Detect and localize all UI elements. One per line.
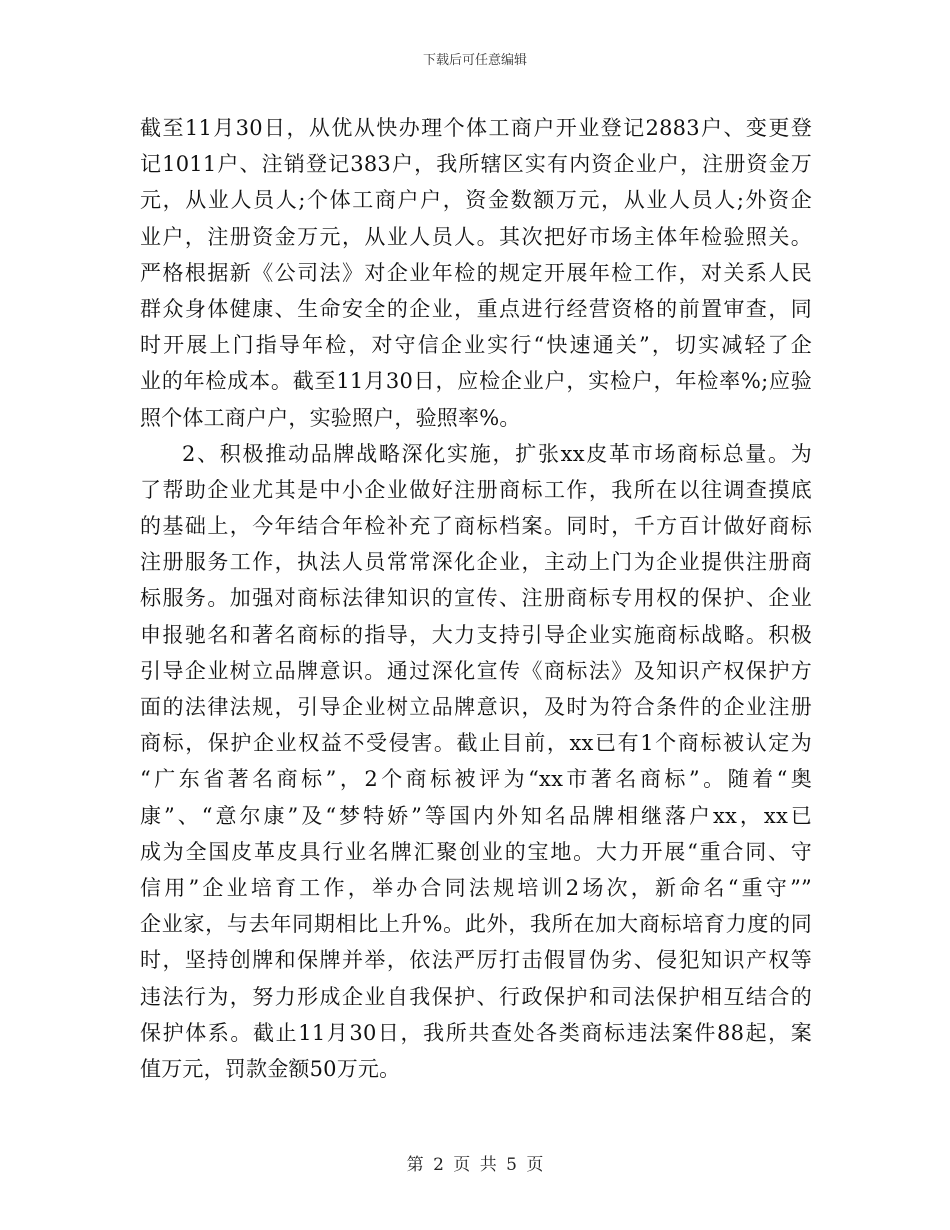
text-line: 成为全国皮革皮具行业名牌汇聚创业的宝地。大力开展“重合同、守 [140, 839, 812, 864]
text-line: 申报驰名和著名商标的指导，大力支持引导企业实施商标战略。积极 [140, 622, 812, 647]
text-line: 业的年检成本。截至11月30日，应检企业户，实检户，年检率%;应验 [140, 369, 812, 394]
document-body [140, 110, 812, 1087]
text-line: 2、积极推动品牌战略深化实施，扩张xx皮革市场商标总量。为 [182, 441, 812, 466]
text-line: 值万元，罚款金额50万元。 [140, 1056, 401, 1081]
page-number-footer: 第 2 页 共 5 页 [406, 1155, 544, 1175]
text-line: 注册服务工作，执法人员常常深化企业，主动上门为企业提供注册商 [140, 550, 812, 575]
paragraph-1 [140, 110, 812, 436]
text-line: 截至11月30日，从优从快办理个体工商户开业登记2883户、变更登 [140, 116, 812, 140]
text-line: 面的法律法规，引导企业树立品牌意识，及时为符合条件的企业注册 [140, 695, 812, 719]
text-line: 时，坚持创牌和保牌并举，依法严厉打击假冒伪劣、侵犯知识产权等 [140, 948, 812, 973]
text-line: 元，从业人员人;个体工商户户，资金数额万元，从业人员人;外资企 [140, 188, 812, 213]
text-line: 了帮助企业尤其是中小企业做好注册商标工作，我所在以往调查摸底 [140, 477, 812, 502]
page-header: 下载后可任意编辑 [422, 53, 527, 68]
text-line: 照个体工商户户，实验照户，验照率%。 [140, 405, 521, 430]
text-line: 的基础上，今年结合年检补充了商标档案。同时，千方百计做好商标 [140, 514, 812, 539]
text-line: 违法行为，努力形成企业自我保护、行政保护和司法保护相互结合的 [140, 984, 812, 1009]
text-line: 严格根据新《公司法》对企业年检的规定开展年检工作，对关系人民 [140, 260, 812, 285]
text-line: 康”、“意尔康”及“梦特娇”等国内外知名品牌相继落户xx，xx已 [140, 803, 812, 828]
text-line: 业户，注册资金万元，从业人员人。其次把好市场主体年检验照关。 [140, 224, 812, 249]
text-line: 记1011户、注销登记383户，我所辖区实有内资企业户，注册资金万 [140, 152, 812, 177]
text-line: 企业家，与去年同期相比上升%。此外，我所在加大商标培育力度的同 [140, 912, 812, 937]
text-line: 标服务。加强对商标法律知识的宣传、注册商标专用权的保护、企业 [140, 586, 812, 611]
text-line: 群众身体健康、生命安全的企业，重点进行经营资格的前置审查，同 [140, 296, 812, 321]
text-line: 时开展上门指导年检，对守信企业实行“快速通关”，切实减轻了企 [140, 333, 812, 358]
text-line: “广东省著名商标”，2个商标被评为“xx市著名商标”。随着“奥 [140, 767, 812, 792]
text-line: 引导企业树立品牌意识。通过深化宣传《商标法》及知识产权保护方 [140, 658, 812, 683]
text-line: 保护体系。截止11月30日，我所共查处各类商标违法案件88起，案 [140, 1020, 812, 1045]
paragraph-2 [140, 436, 812, 1087]
text-line: 信用”企业培育工作，举办合同法规培训2场次，新命名“重守”” [140, 875, 812, 900]
text-line: 商标，保护企业权益不受侵害。截止目前，xx已有1个商标被认定为 [140, 731, 812, 756]
